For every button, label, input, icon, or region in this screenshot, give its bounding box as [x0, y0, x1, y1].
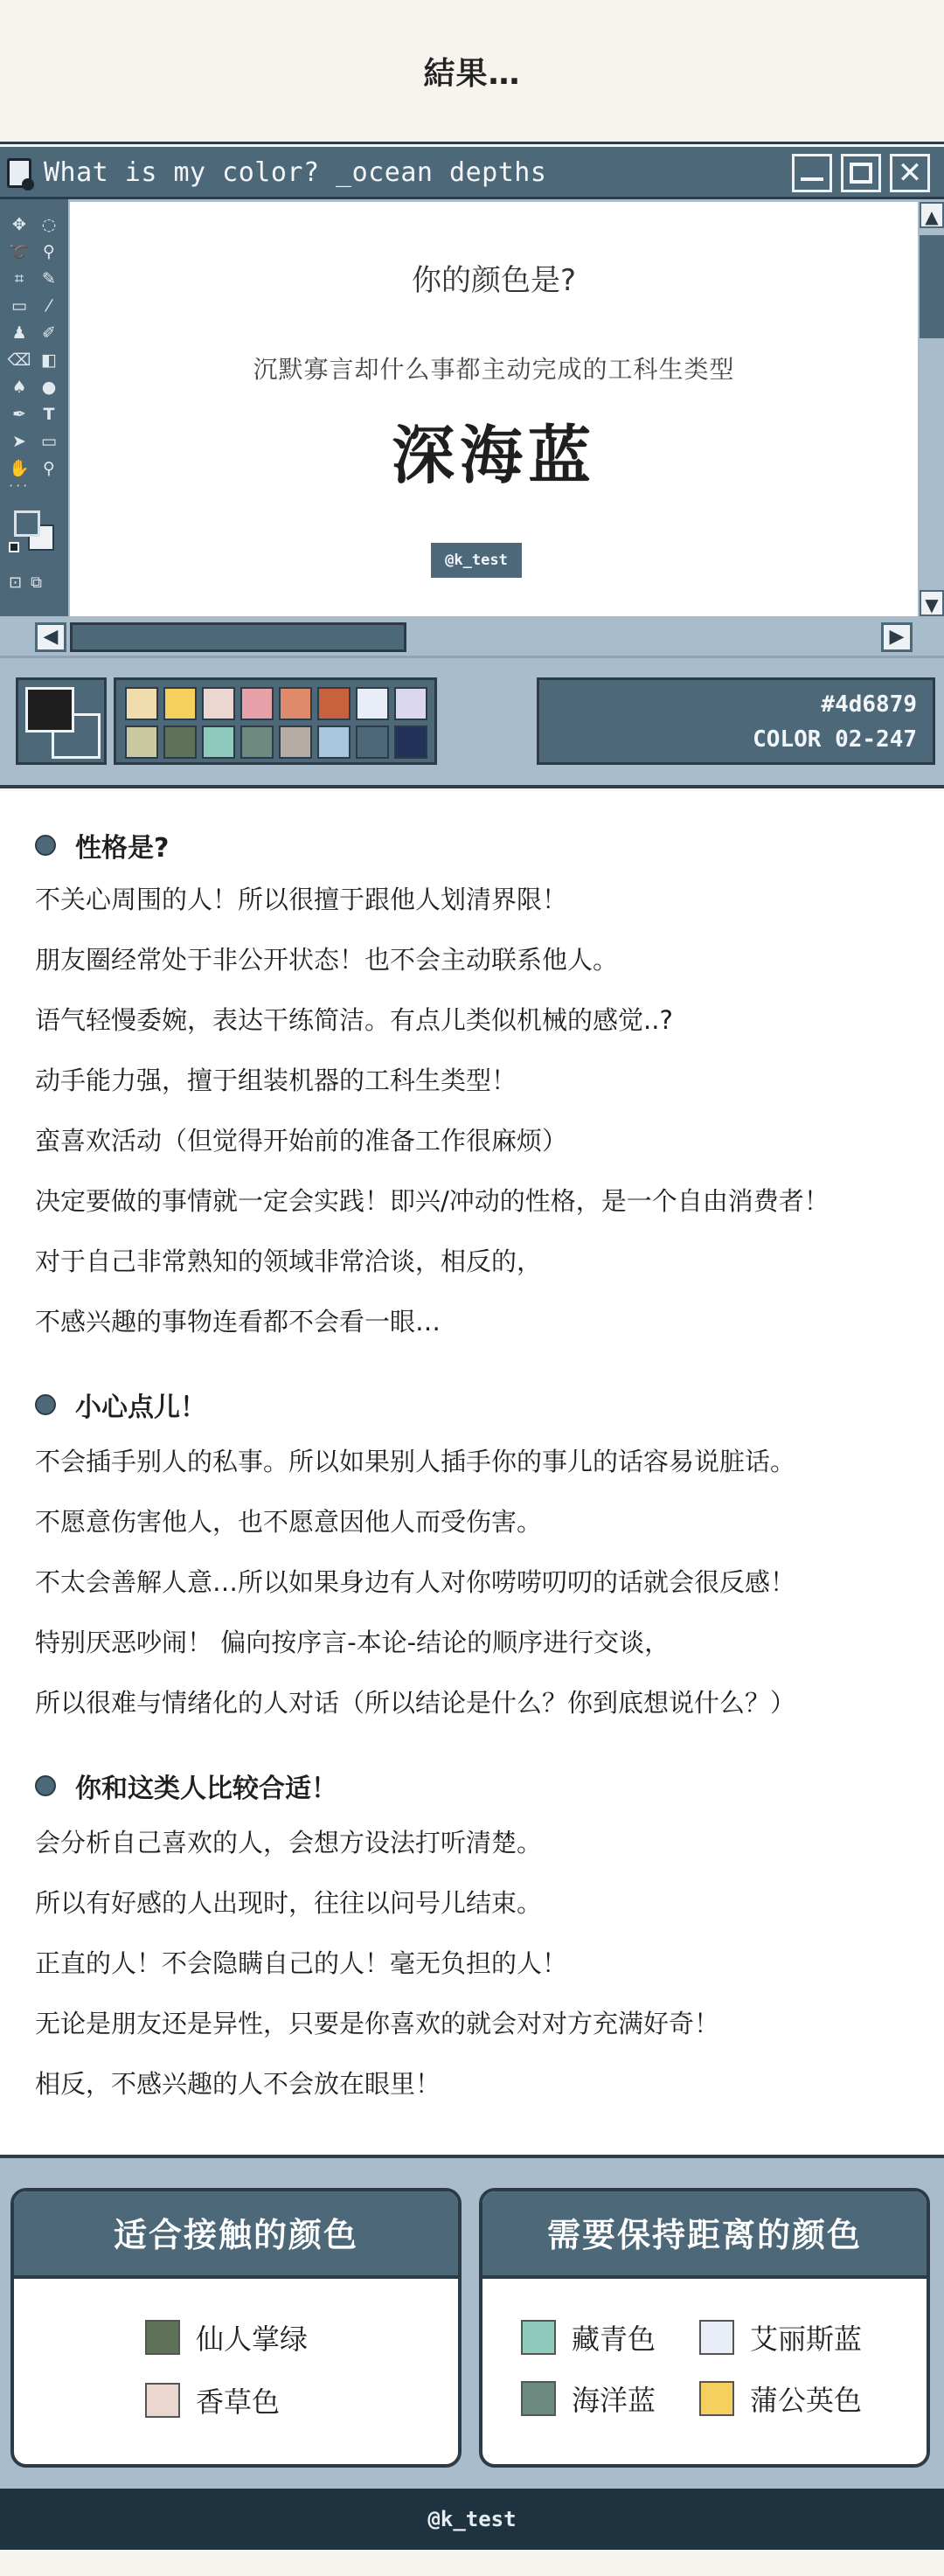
close-button[interactable] [890, 154, 930, 192]
default-colors-icon[interactable] [9, 542, 19, 552]
color-item [145, 2317, 308, 2357]
card-title: 需要保持距离的颜色 [482, 2191, 927, 2279]
dodge-tool-icon[interactable]: ● [41, 378, 57, 397]
page-header [0, 0, 944, 144]
footer-tag: @k_test [0, 2489, 944, 2550]
color-label: 藏青色 [572, 2323, 656, 2356]
text-line: 朋友圈经常处于非公开状态！也不会主动联系他人。 [35, 945, 619, 975]
color-label: 艾丽斯蓝 [750, 2323, 863, 2356]
bullet-icon [35, 1775, 56, 1796]
text-line: 不太会善解人意…所以如果身边有人对你唠唠叨叨的话就会很反感！ [35, 1567, 796, 1597]
pen-tool-icon[interactable]: ✒ [12, 405, 26, 424]
hand-tool-icon[interactable]: ✋ [9, 459, 30, 478]
vertical-scrollbar[interactable] [918, 202, 944, 616]
section-title: 性格是? [75, 833, 170, 864]
minimize-button[interactable] [792, 154, 832, 192]
color-palette [114, 677, 437, 765]
text-line: 特别厌恶吵闹！ 偏向按序言-本论-结论的顺序进行交谈， [35, 1628, 670, 1657]
more-tools-icon[interactable]: ··· [9, 477, 31, 494]
text-line: 会分析自己喜欢的人，会想方设法打听清楚。 [35, 1828, 543, 1857]
patch-tool-icon[interactable]: ▭ [11, 296, 27, 316]
color-item [521, 2378, 656, 2419]
scroll-left-icon[interactable]: ◀ [35, 622, 66, 652]
canvas-subtitle: 沉默寡言却什么事都主动完成的工科生类型 [253, 355, 735, 384]
bullet-icon [35, 835, 56, 856]
text-line: 对于自己非常熟知的领域非常洽谈，相反的， [35, 1246, 543, 1276]
text-line: 决定要做的事情就一定会实践！即兴/冲动的性格，是一个自由消费者！ [35, 1186, 829, 1216]
section-heading-match [35, 1767, 337, 1805]
brush-tool-icon[interactable]: ⁄ [47, 296, 51, 316]
section-heading-personality [35, 826, 169, 864]
palette-swatch[interactable] [279, 687, 312, 720]
maximize-button[interactable] [841, 154, 881, 192]
palette-swatch[interactable] [125, 726, 158, 759]
palette-swatch[interactable] [202, 687, 235, 720]
palette-swatch[interactable] [163, 726, 197, 759]
crop-tool-icon[interactable]: ⌗ [14, 269, 24, 288]
quick-mask-icon[interactable]: ⊡ [9, 573, 23, 592]
palette-swatch[interactable] [317, 687, 351, 720]
section-divider [0, 785, 944, 788]
text-tool-icon[interactable]: T [43, 405, 55, 424]
move-tool-icon[interactable]: ✥ [12, 215, 26, 234]
app-icon [7, 158, 31, 188]
close-icon: ✕ [897, 156, 923, 191]
gradient-tool-icon[interactable]: ◧ [41, 351, 57, 370]
history-brush-tool-icon[interactable]: ✐ [42, 323, 56, 343]
bad-colors-card [479, 2188, 930, 2468]
maximize-icon [850, 163, 872, 184]
text-line: 蛮喜欢活动（但觉得开始前的准备工作很麻烦） [35, 1126, 568, 1156]
text-line: 不感兴趣的事物连看都不会看一眼… [35, 1307, 441, 1337]
foreground-color-swatch[interactable] [14, 510, 40, 537]
color-label: 仙人掌绿 [196, 2323, 309, 2356]
color-item [521, 2317, 656, 2357]
color-chip [699, 2320, 734, 2355]
color-label: 香草色 [196, 2385, 281, 2419]
palette-swatch[interactable] [394, 726, 427, 759]
shape-tool-icon[interactable]: ▭ [41, 432, 57, 451]
text-line: 不会插手别人的私事。所以如果别人插手你的事儿的话容易说脏话。 [35, 1447, 796, 1476]
hex-panel [537, 677, 935, 765]
color-cards [0, 2155, 944, 2489]
window-titlebar[interactable] [0, 147, 944, 199]
text-line: 语气轻慢委婉，表达干练简洁。有点儿类似机械的感觉..? [35, 1005, 673, 1035]
text-line: 动手能力强，擅于组装机器的工科生类型！ [35, 1066, 517, 1095]
window-title: What is my color? _ocean depths [44, 157, 547, 188]
palette-swatch[interactable] [163, 687, 197, 720]
path-select-tool-icon[interactable]: ➤ [12, 432, 26, 451]
section-heading-caution [35, 1385, 206, 1424]
author-tag: @k_test [431, 543, 522, 578]
zoom-tool-icon[interactable]: ⚲ [43, 459, 55, 478]
palette-swatch[interactable] [125, 687, 158, 720]
tool-color-picker[interactable] [5, 503, 58, 559]
stamp-tool-icon[interactable]: ♟ [11, 323, 27, 343]
palette-swatch[interactable] [240, 687, 274, 720]
scroll-right-icon[interactable]: ▶ [881, 622, 913, 652]
section-title: 小心点儿！ [75, 1392, 206, 1423]
palette-swatch[interactable] [394, 687, 427, 720]
bullet-icon [35, 1394, 56, 1415]
color-item [699, 2378, 862, 2419]
color-item [699, 2317, 862, 2357]
canvas-question: 你的颜色是? [411, 263, 577, 298]
palette-swatch[interactable] [240, 726, 274, 759]
scroll-down-icon[interactable]: ▼ [920, 590, 944, 616]
marquee-tool-icon[interactable]: ◌ [41, 215, 57, 234]
color-chip [145, 2320, 180, 2355]
card-title: 适合接触的颜色 [14, 2191, 458, 2279]
good-colors-card [10, 2188, 462, 2468]
screen-mode-icon[interactable]: ⧉ [31, 573, 42, 592]
color-chip [521, 2320, 556, 2355]
text-line: 正直的人！不会隐瞒自己的人！毫无负担的人！ [35, 1948, 568, 1978]
current-colors[interactable] [16, 677, 107, 765]
eraser-tool-icon[interactable]: ⌫ [7, 351, 31, 370]
footer-strip [0, 2550, 944, 2576]
lasso-tool-icon[interactable]: ➰ [9, 242, 30, 261]
description-content [0, 791, 944, 2155]
text-line: 不关心周围的人！所以很擅于跟他人划清界限！ [35, 885, 568, 914]
palette-swatch[interactable] [356, 687, 389, 720]
page-title: 結果… [423, 55, 521, 92]
eyedropper-tool-icon[interactable]: ✎ [42, 269, 56, 288]
result-color-name: 深海蓝 [391, 419, 596, 492]
palette-swatch[interactable] [202, 726, 235, 759]
horizontal-scroll-thumb[interactable] [70, 622, 406, 652]
current-foreground-color[interactable] [25, 687, 74, 733]
canvas [70, 202, 918, 616]
palette-swatch[interactable] [317, 726, 351, 759]
color-label: 蒲公英色 [750, 2384, 863, 2417]
text-line: 所以很难与情绪化的人对话（所以结论是什么？你到底想说什么？） [35, 1688, 796, 1718]
color-toolbar [0, 656, 944, 785]
palette-swatch[interactable] [279, 726, 312, 759]
color-label: 海洋蓝 [572, 2384, 656, 2417]
horizontal-scrollbar[interactable] [0, 616, 944, 656]
vertical-scroll-thumb[interactable] [920, 235, 944, 338]
color-chip [521, 2381, 556, 2416]
minimize-icon [801, 177, 823, 181]
magic-wand-tool-icon[interactable]: ⚲ [43, 242, 55, 261]
palette-swatch[interactable] [356, 726, 389, 759]
blur-tool-icon[interactable]: ♠ [11, 378, 27, 397]
text-line: 相反，不感兴趣的人不会放在眼里！ [35, 2069, 441, 2099]
hex-value: #4d6879 [821, 691, 917, 718]
text-line: 所以有好感的人出现时，往往以问号儿结束。 [35, 1888, 543, 1918]
color-chip [145, 2383, 180, 2418]
text-line: 无论是朋友还是异性，只要是你喜欢的就会对对方充满好奇！ [35, 2009, 720, 2038]
color-chip [699, 2381, 734, 2416]
section-title: 你和这类人比较合适！ [75, 1774, 337, 1804]
scroll-up-icon[interactable]: ▲ [920, 202, 944, 228]
color-code: COLOR 02-247 [753, 726, 917, 753]
text-line: 不愿意伤害他人，也不愿意因他人而受伤害。 [35, 1507, 543, 1537]
color-item [145, 2380, 280, 2420]
app-window [0, 147, 944, 785]
